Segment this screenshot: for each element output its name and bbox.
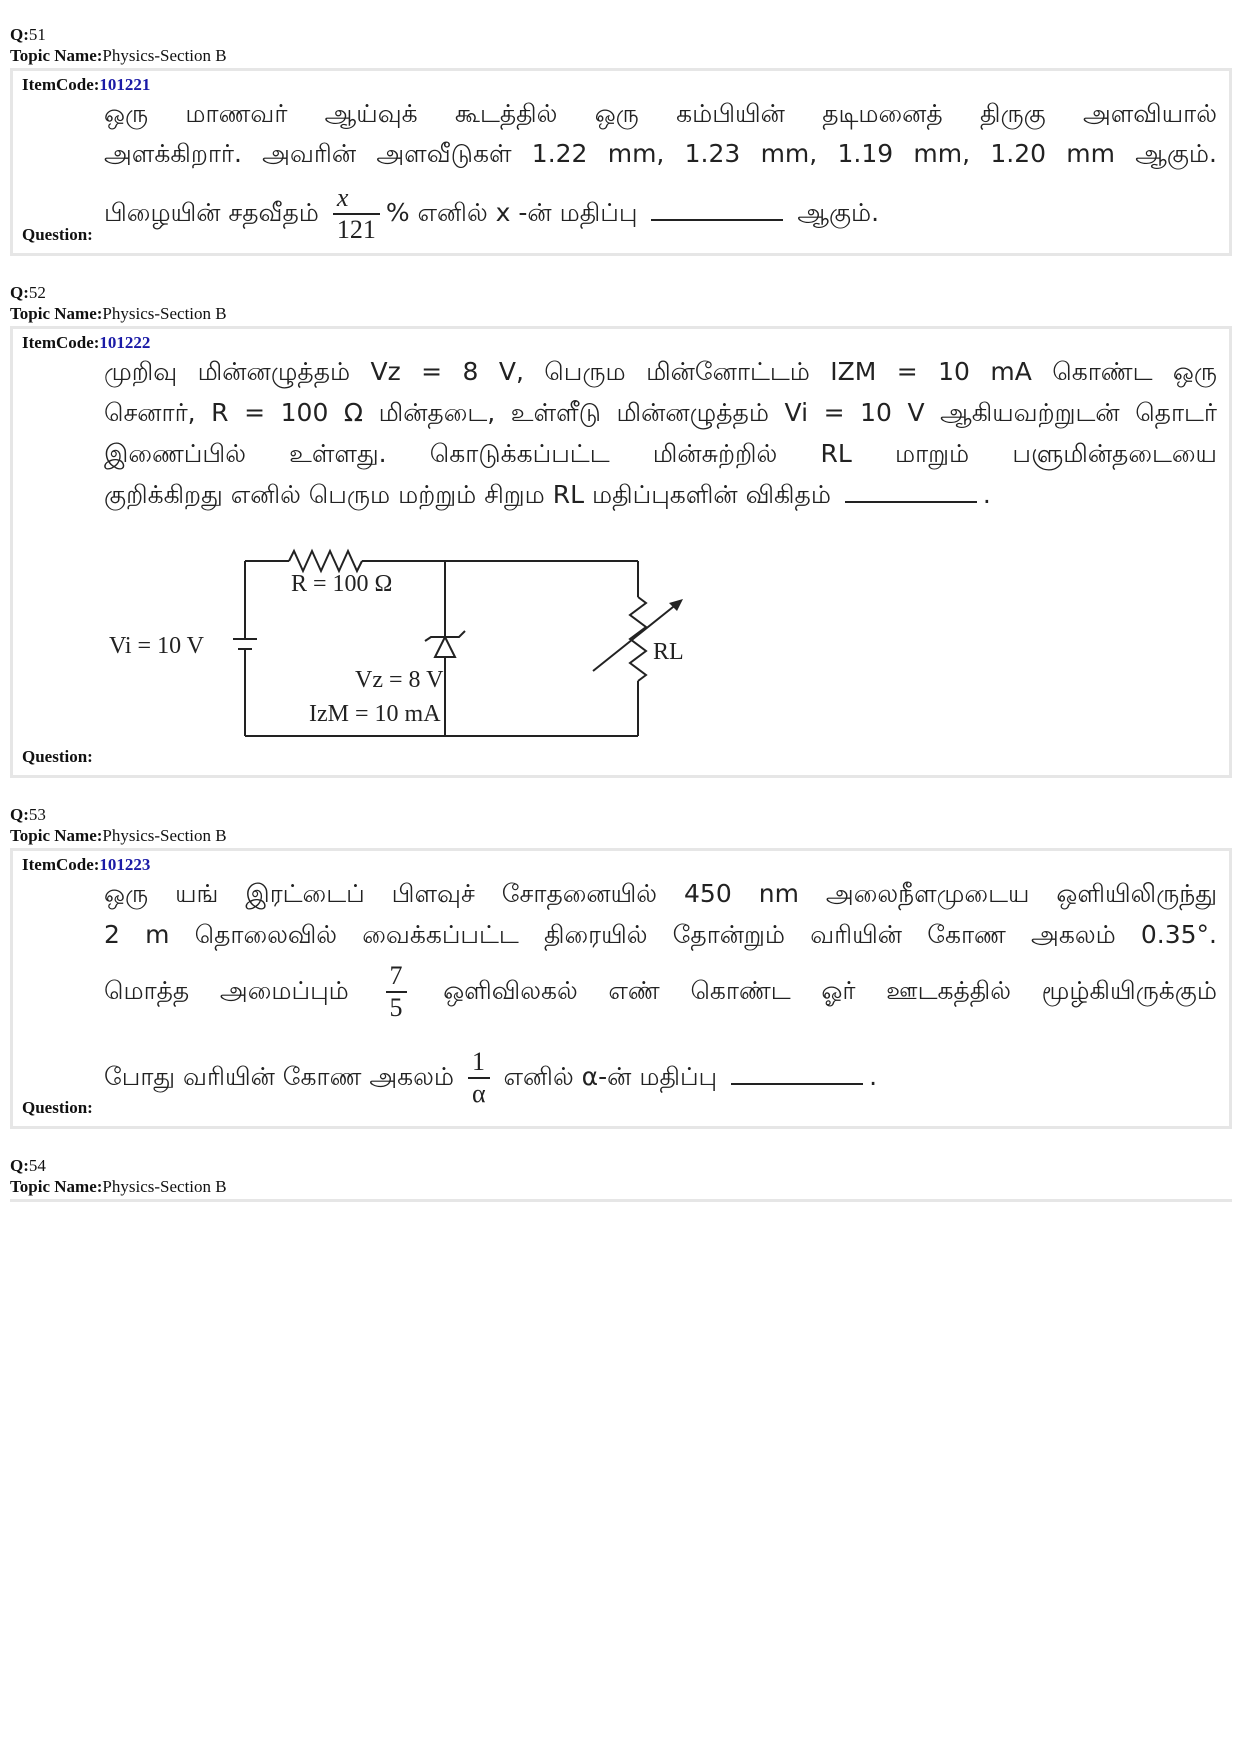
fraction-7-over-5: $\frac{7}{5}$ <box>386 961 407 1023</box>
text-line: செனார், R = 100 Ω மின்தடை, உள்ளீடு மின்னழுத்தம் Vi = 10 V ஆகியவற்றுடன் தொடர் <box>104 398 1217 427</box>
question-number-51: Q:51 <box>10 25 46 44</box>
question-card-52 <box>10 326 1232 778</box>
fraction-1-over-alpha: $\frac{1}{\alpha}$ <box>468 1047 490 1109</box>
text-line: மொத்த அமைப்பும் $\frac{7}{5}$ ஒளிவிலகல் எண் கொண்ட ஓர் ஊடகத்தில் மூழ்கியிருக்கும் <box>104 961 1217 1022</box>
load-resistor-label: RL <box>653 639 684 665</box>
text-line: 2 m தொலைவில் வைக்கப்பட்ட திரையில் தோன்றும் வரியின் கோண அகலம் 0.35°. <box>104 920 1217 949</box>
item-code-52: ItemCode:101222 <box>22 333 151 352</box>
topic-name-54: Topic Name:Physics-Section B <box>10 1177 227 1196</box>
question-number-54: Q:54 <box>10 1156 46 1175</box>
text-line: இணைப்பில் உள்ளது. கொடுக்கப்பட்ட மின்சுற்றில் RL மாறும் பளுமின்தடையை <box>104 439 1217 468</box>
text-line: குறிக்கிறது எனில் பெரும மற்றும் சிறும RL மதிப்புகளின் விகிதம் . <box>104 480 991 509</box>
question-number-53: Q:53 <box>10 805 46 824</box>
answer-blank <box>731 1083 863 1085</box>
zener-circuit-diagram <box>93 541 713 761</box>
topic-name-52: Topic Name:Physics-Section B <box>10 304 227 323</box>
fraction-x-over-121: $\frac{x}{121}$ <box>333 183 380 245</box>
question-paper-page <box>10 24 1232 1202</box>
resistor-label: R = 100 Ω <box>291 571 393 597</box>
question-label-53: Question: <box>22 1098 93 1117</box>
question-card-51 <box>10 68 1232 256</box>
text-line: ஒரு யங் இரட்டைப் பிளவுச் சோதனையில் 450 nm அலைநீளமுடைய ஒளியிலிருந்து <box>104 879 1217 908</box>
text-line: ஒரு மாணவர் ஆய்வுக் கூடத்தில் ஒரு கம்பியின் தடிமனைத் திருகு அளவியால் <box>104 99 1217 128</box>
section-divider <box>10 1199 1232 1202</box>
item-code-53: ItemCode:101223 <box>22 855 151 874</box>
answer-blank <box>845 501 977 503</box>
text-line: பிழையின் சதவீதம் $\frac{x}{121}$ % எனில் x -ன் மதிப்பு ஆகும். <box>104 183 880 244</box>
text-line: முறிவு மின்னழுத்தம் Vz = 8 V, பெரும மின்னோட்டம் IZM = 10 mA கொண்ட ஒரு <box>104 357 1217 386</box>
answer-blank <box>651 219 783 221</box>
question-label-51: Question: <box>22 225 93 244</box>
question-card-53 <box>10 848 1232 1129</box>
topic-name-51: Topic Name:Physics-Section B <box>10 46 227 65</box>
topic-name-53: Topic Name:Physics-Section B <box>10 826 227 845</box>
input-voltage-label: Vi = 10 V <box>109 633 204 659</box>
zener-voltage-label: Vz = 8 V <box>355 667 444 693</box>
item-code-51: ItemCode:101221 <box>22 75 151 94</box>
question-label-52: Question: <box>22 747 93 766</box>
text-line: அளக்கிறார். அவரின் அளவீடுகள் 1.22 mm, 1.23 mm, 1.19 mm, 1.20 mm ஆகும். <box>104 139 1217 168</box>
question-number-52: Q:52 <box>10 283 46 302</box>
zener-current-label: IzM = 10 mA <box>309 701 441 727</box>
text-line: போது வரியின் கோண அகலம் $\frac{1}{\alpha}$ எனில் α-ன் மதிப்பு . <box>104 1047 878 1108</box>
